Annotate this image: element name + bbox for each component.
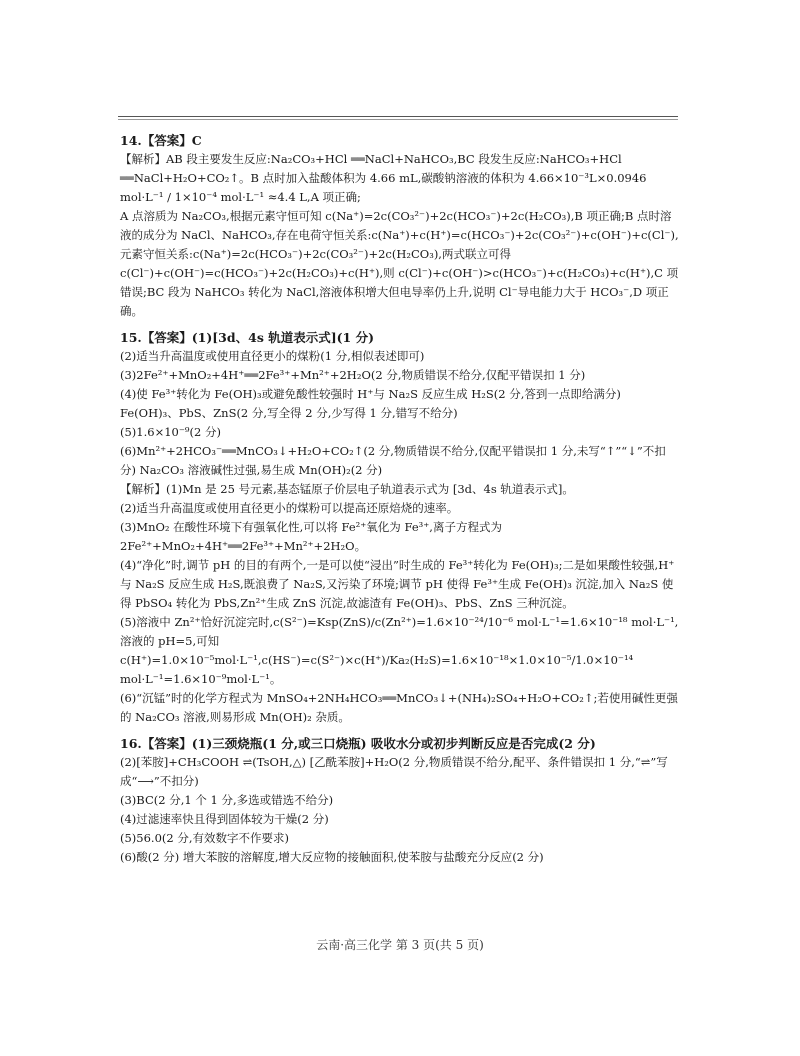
q14-head: 14.【答案】C (120, 133, 202, 148)
question-14 (120, 132, 680, 321)
q14-line: 【解析】AB 段主要发生反应:Na₂CO₃+HCl ══NaCl+NaHCO₃,BC 段发生反应:NaHCO₃+HCl ══NaCl+H₂O+CO₂↑。B 点时加入盐酸体积为 4.66 mL,碳酸钠溶液的体积为 4.66×10⁻³L×0.0946 mol·L⁻¹ / 1×10⁻⁴ mol·L⁻¹ ≈4.4 L,A 项正确; (120, 152, 647, 204)
q15-head: 15.【答案】(1)[3d、4s 轨道表示式](1 分) (120, 330, 375, 345)
question-16 (120, 735, 680, 867)
q15-line: (3)MnO₂ 在酸性环境下有强氧化性,可以将 Fe²⁺氧化为 Fe³⁺,离子方程式为 2Fe²⁺+MnO₂+4H⁺══2Fe³⁺+Mn²⁺+2H₂O。 (120, 520, 502, 553)
content (120, 124, 680, 867)
q14-line: A 点溶质为 Na₂CO₃,根据元素守恒可知 c(Na⁺)=2c(CO₃²⁻)+2c(HCO₃⁻)+2c(H₂CO₃),B 项正确;B 点时溶液的成分为 NaCl、NaHCO₃,存在电荷守恒关系:c(Na⁺)+c(H⁺)=c(HCO₃⁻)+2c(CO₃²⁻)+c(OH⁻)+c(Cl⁻),元素守恒关系:c(Na⁺)=2c(HCO₃⁻)+2c(CO₃²⁻)+2c(H₂CO₃),两式联立可得 c(Cl⁻)+c(OH⁻)=c(HCO₃⁻)+2c(H₂CO₃)+c(H⁺),则 c(Cl⁻)+c(OH⁻)>c(HCO₃⁻)+c(H₂CO₃)+c(H⁺),C 项错误;BC 段为 NaHCO₃ 转化为 NaCl,溶液体积增大但电导率仍上升,说明 Cl⁻导电能力大于 HCO₃⁻,D 项正确。 (120, 209, 679, 318)
question-15 (120, 329, 680, 727)
q15-line: (5)1.6×10⁻⁹(2 分) (120, 425, 221, 439)
q16-line: (2)[苯胺]+CH₃COOH ⇌(TsOH,△) [乙酰苯胺]+H₂O(2 分,物质错误不给分,配平、条件错误扣 1 分,“⇌”写成“⟶”不扣分) (120, 755, 668, 788)
q15-line: (6)Mn²⁺+2HCO₃⁻══MnCO₃↓+H₂O+CO₂↑(2 分,物质错误不给分,仅配平错误扣 1 分,未写“↑”“↓”不扣分) Na₂CO₃ 溶液碱性过强,易生成 Mn(OH)₂(2 分) (120, 444, 666, 477)
top-rule (118, 116, 678, 120)
q16-line: (4)过滤速率快且得到固体较为干燥(2 分) (120, 812, 329, 826)
q16-line: (3)BC(2 分,1 个 1 分,多选或错选不给分) (120, 793, 334, 807)
page-footer: 云南·高三化学 第 3 页(共 5 页) (316, 938, 484, 952)
q16-line: (5)56.0(2 分,有效数字不作要求) (120, 831, 289, 845)
q15-line: (2)适当升高温度或使用直径更小的煤粉(1 分,相似表述即可) (120, 349, 425, 363)
q15-line: 【解析】(1)Mn 是 25 号元素,基态锰原子价层电子轨道表示式为 [3d、4s 轨道表示式]。 (120, 482, 574, 496)
q15-line: (6)“沉锰”时的化学方程式为 MnSO₄+2NH₄HCO₃══MnCO₃↓+(NH₄)₂SO₄+H₂O+CO₂↑;若使用碱性更强的 Na₂CO₃ 溶液,则易形成 Mn(OH)₂ 杂质。 (120, 691, 678, 724)
q15-line: (3)2Fe²⁺+MnO₂+4H⁺══2Fe³⁺+Mn²⁺+2H₂O(2 分,物质错误不给分,仅配平错误扣 1 分) (120, 368, 586, 382)
q16-line: (6)酸(2 分) 增大苯胺的溶解度,增大反应物的接触面积,使苯胺与盐酸充分反应(2 分) (120, 850, 544, 864)
q15-line: (2)适当升高温度或使用直径更小的煤粉可以提高还原焙烧的速率。 (120, 501, 459, 515)
q16-head: 16.【答案】(1)三颈烧瓶(1 分,或三口烧瓶) 吸收水分或初步判断反应是否完成(2 分) (120, 736, 596, 751)
q15-line: (5)溶液中 Zn²⁺恰好沉淀完时,c(S²⁻)=Ksp(ZnS)/c(Zn²⁺)=1.6×10⁻²⁴/10⁻⁶ mol·L⁻¹=1.6×10⁻¹⁸ mol·L⁻¹,溶液的 pH=5,可知 c(H⁺)=1.0×10⁻⁵mol·L⁻¹,c(HS⁻)=c(S²⁻)×c(H⁺)/Ka₂(H₂S)=1.6×10⁻¹⁸×1.0×10⁻⁵/1.0×10⁻¹⁴ mol·L⁻¹=1.6×10⁻⁹mol·L⁻¹。 (120, 615, 679, 686)
q15-line: (4)“净化”时,调节 pH 的目的有两个,一是可以使“浸出”时生成的 Fe³⁺转化为 Fe(OH)₃;二是如果酸性较强,H⁺与 Na₂S 反应生成 H₂S,既浪费了 Na₂S,又污染了环境;调节 pH 使得 Fe³⁺生成 Fe(OH)₃ 沉淀,加入 Na₂S 使得 PbSO₄ 转化为 PbS,Zn²⁺生成 ZnS 沉淀,故滤渣有 Fe(OH)₃、PbS、ZnS 三种沉淀。 (120, 558, 675, 610)
q15-line: (4)使 Fe³⁺转化为 Fe(OH)₃或避免酸性较强时 H⁺与 Na₂S 反应生成 H₂S(2 分,答到一点即给满分) Fe(OH)₃、PbS、ZnS(2 分,写全得 2 分,少写得 1 分,错写不给分) (120, 387, 621, 420)
